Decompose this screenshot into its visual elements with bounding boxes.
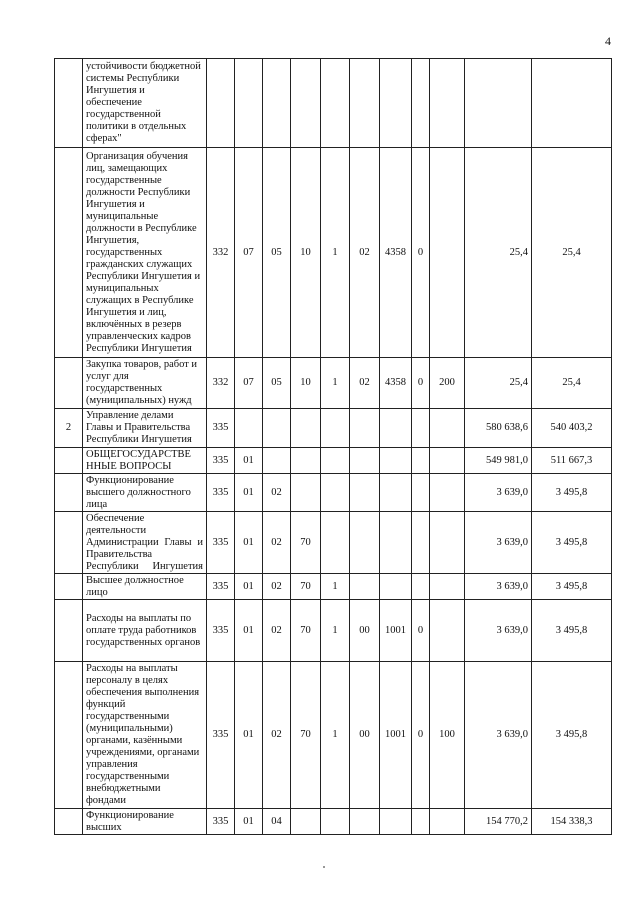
- cell-cs3: [350, 448, 380, 474]
- cell-cs1: [291, 409, 321, 448]
- row-name: Высшее должностное лицо: [83, 574, 207, 600]
- cell-sum1: 549 981,0: [465, 448, 532, 474]
- cell-vr: [430, 59, 465, 148]
- cell-cs3: [350, 59, 380, 148]
- cell-pr: [263, 59, 291, 148]
- cell-cs3: 02: [350, 148, 380, 358]
- cell-pr: [263, 448, 291, 474]
- cell-cs5: [412, 809, 430, 835]
- cell-cs5: 0: [412, 148, 430, 358]
- cell-sum1: 154 770,2: [465, 809, 532, 835]
- cell-gr: [207, 59, 235, 148]
- table-row: [55, 574, 612, 600]
- row-name: Функционирование высшего должностного лица: [83, 474, 207, 512]
- cell-pr: 02: [263, 662, 291, 809]
- cell-cs1: 70: [291, 600, 321, 662]
- cell-cs5: 0: [412, 662, 430, 809]
- row-number: [55, 512, 83, 574]
- cell-gr: 335: [207, 662, 235, 809]
- row-number: 2: [55, 409, 83, 448]
- cell-rz: 01: [235, 600, 263, 662]
- table-row: [55, 474, 612, 512]
- cell-cs2: 1: [321, 662, 350, 809]
- cell-sum2: 3 495,8: [532, 600, 612, 662]
- cell-sum2: 3 495,8: [532, 512, 612, 574]
- cell-cs3: [350, 409, 380, 448]
- row-number: [55, 59, 83, 148]
- cell-cs4: [380, 574, 412, 600]
- page-number: 4: [605, 34, 611, 48]
- row-number: [55, 474, 83, 512]
- cell-cs5: [412, 512, 430, 574]
- cell-cs4: 4358: [380, 358, 412, 409]
- cell-sum1: 3 639,0: [465, 474, 532, 512]
- cell-cs3: 00: [350, 600, 380, 662]
- cell-cs4: 1001: [380, 662, 412, 809]
- cell-vr: [430, 574, 465, 600]
- cell-pr: [263, 409, 291, 448]
- cell-sum2: 3 495,8: [532, 662, 612, 809]
- cell-cs5: 0: [412, 600, 430, 662]
- cell-gr: 335: [207, 409, 235, 448]
- cell-cs2: 1: [321, 358, 350, 409]
- table-row: [55, 448, 612, 474]
- scan-speck: [323, 866, 325, 868]
- cell-pr: 04: [263, 809, 291, 835]
- budget-table: [54, 58, 612, 835]
- row-number: [55, 448, 83, 474]
- cell-cs1: [291, 809, 321, 835]
- cell-rz: [235, 409, 263, 448]
- cell-pr: 05: [263, 148, 291, 358]
- cell-cs5: [412, 59, 430, 148]
- cell-sum1: [465, 59, 532, 148]
- cell-sum1: 580 638,6: [465, 409, 532, 448]
- cell-sum1: 25,4: [465, 358, 532, 409]
- cell-cs2: [321, 409, 350, 448]
- cell-vr: [430, 474, 465, 512]
- cell-gr: 332: [207, 148, 235, 358]
- cell-cs3: [350, 512, 380, 574]
- cell-sum2: 511 667,3: [532, 448, 612, 474]
- row-name: ОБЩЕГОСУДАРСТВЕ ННЫЕ ВОПРОСЫ: [83, 448, 207, 474]
- row-name: Функционирование высших: [83, 809, 207, 835]
- cell-cs3: 02: [350, 358, 380, 409]
- cell-cs1: 70: [291, 574, 321, 600]
- cell-rz: 07: [235, 148, 263, 358]
- cell-cs5: [412, 474, 430, 512]
- row-number: [55, 148, 83, 358]
- cell-cs2: 1: [321, 148, 350, 358]
- cell-cs4: [380, 474, 412, 512]
- cell-cs4: 4358: [380, 148, 412, 358]
- cell-cs5: [412, 409, 430, 448]
- cell-cs3: 00: [350, 662, 380, 809]
- row-name: Расходы на выплаты по оплате труда работников государственных органов: [83, 600, 207, 662]
- cell-cs3: [350, 474, 380, 512]
- cell-cs4: 1001: [380, 600, 412, 662]
- cell-sum1: 3 639,0: [465, 662, 532, 809]
- cell-sum2: 540 403,2: [532, 409, 612, 448]
- cell-cs2: [321, 59, 350, 148]
- cell-cs3: [350, 574, 380, 600]
- cell-gr: 335: [207, 474, 235, 512]
- cell-rz: [235, 59, 263, 148]
- table-row: [55, 358, 612, 409]
- row-number: [55, 574, 83, 600]
- cell-cs2: [321, 512, 350, 574]
- cell-cs4: [380, 409, 412, 448]
- cell-sum2: 25,4: [532, 358, 612, 409]
- cell-cs4: [380, 448, 412, 474]
- row-name: устойчивости бюджетной системы Республики Ингушетия и обеспечение государственной политики в отдельных сферах": [83, 59, 207, 148]
- cell-vr: [430, 809, 465, 835]
- cell-gr: 335: [207, 512, 235, 574]
- cell-vr: [430, 448, 465, 474]
- cell-sum2: 3 495,8: [532, 474, 612, 512]
- cell-vr: 100: [430, 662, 465, 809]
- cell-cs3: [350, 809, 380, 835]
- cell-sum1: 3 639,0: [465, 512, 532, 574]
- cell-cs1: [291, 474, 321, 512]
- cell-rz: 07: [235, 358, 263, 409]
- cell-pr: 05: [263, 358, 291, 409]
- row-name: Расходы на выплаты персоналу в целях обеспечения выполнения функций государственными (муниципальными) органами, казёнными учреждениями, органами управления государственными внебюджетными фондами: [83, 662, 207, 809]
- cell-gr: 335: [207, 448, 235, 474]
- cell-cs1: 70: [291, 662, 321, 809]
- table-row: [55, 809, 612, 835]
- cell-pr: 02: [263, 574, 291, 600]
- row-name: Закупка товаров, работ и услуг для государственных (муниципальных) нужд: [83, 358, 207, 409]
- table-row: [55, 148, 612, 358]
- cell-cs2: 1: [321, 600, 350, 662]
- cell-cs1: [291, 59, 321, 148]
- row-name: Обеспечение деятельности Администрации Главы и Правительства Республики Ингушетия: [83, 512, 207, 574]
- cell-cs2: [321, 474, 350, 512]
- cell-vr: 200: [430, 358, 465, 409]
- cell-rz: 01: [235, 574, 263, 600]
- cell-pr: 02: [263, 512, 291, 574]
- cell-cs4: [380, 512, 412, 574]
- table-row: [55, 662, 612, 809]
- cell-rz: 01: [235, 474, 263, 512]
- cell-sum1: 3 639,0: [465, 574, 532, 600]
- cell-rz: 01: [235, 448, 263, 474]
- table-row: [55, 409, 612, 448]
- cell-sum1: 25,4: [465, 148, 532, 358]
- cell-cs1: 10: [291, 358, 321, 409]
- cell-cs2: [321, 809, 350, 835]
- cell-cs1: 10: [291, 148, 321, 358]
- cell-sum2: [532, 59, 612, 148]
- row-name: Управление делами Главы и Правительства Республики Ингушетия: [83, 409, 207, 448]
- cell-rz: 01: [235, 662, 263, 809]
- cell-cs1: [291, 448, 321, 474]
- cell-gr: 335: [207, 600, 235, 662]
- cell-pr: 02: [263, 600, 291, 662]
- cell-cs1: 70: [291, 512, 321, 574]
- table-row: [55, 59, 612, 148]
- table-row: [55, 600, 612, 662]
- cell-vr: [430, 512, 465, 574]
- cell-sum2: 25,4: [532, 148, 612, 358]
- cell-cs2: 1: [321, 574, 350, 600]
- table-row: [55, 512, 612, 574]
- cell-cs5: [412, 448, 430, 474]
- row-number: [55, 358, 83, 409]
- cell-gr: 335: [207, 809, 235, 835]
- cell-rz: 01: [235, 512, 263, 574]
- row-number: [55, 600, 83, 662]
- row-name: Организация обучения лиц, замещающих государственные должности Республики Ингушетия и муниципальные должности в Республике Ингушетия, государственных гражданских служащих Республики Ингушетия и муниципальных служащих в Республике Ингушетия и лиц, включённых в резерв управленческих кадров Республики Ингушетия: [83, 148, 207, 358]
- cell-cs2: [321, 448, 350, 474]
- cell-cs5: 0: [412, 358, 430, 409]
- cell-sum2: 154 338,3: [532, 809, 612, 835]
- cell-gr: 335: [207, 574, 235, 600]
- row-number: [55, 809, 83, 835]
- cell-vr: [430, 600, 465, 662]
- cell-vr: [430, 409, 465, 448]
- cell-vr: [430, 148, 465, 358]
- cell-rz: 01: [235, 809, 263, 835]
- cell-pr: 02: [263, 474, 291, 512]
- row-number: [55, 662, 83, 809]
- cell-cs4: [380, 809, 412, 835]
- cell-cs5: [412, 574, 430, 600]
- cell-sum2: 3 495,8: [532, 574, 612, 600]
- cell-gr: 332: [207, 358, 235, 409]
- cell-cs4: [380, 59, 412, 148]
- cell-sum1: 3 639,0: [465, 600, 532, 662]
